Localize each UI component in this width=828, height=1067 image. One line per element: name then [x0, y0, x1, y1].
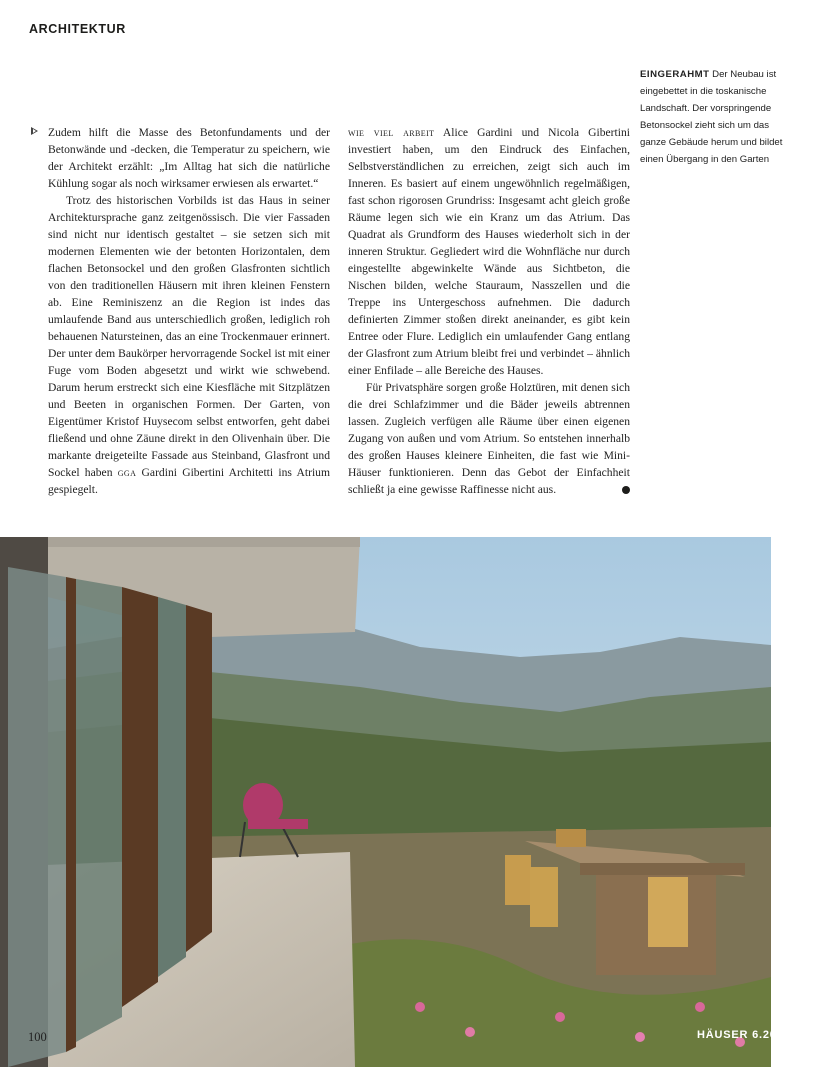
caption-lead: EINGERAHMT	[640, 69, 710, 80]
text-column-middle	[348, 124, 630, 498]
text-column-left	[48, 124, 330, 498]
page-number: 100	[28, 1030, 47, 1044]
paragraph: Trotz des historischen Vorbilds ist das Haus in seiner Architektursprache ganz zeitgenössisch. Die vier Fassaden sind nicht nur identisch gestaltet – sie setzen sich mit modernen Elementen wie der betonten Horizontalen, dem flachen Betonsockel und den großen Glasfronten sichtlich von den traditionellen Häusern mit ihren kleinen Fenstern ab. Eine Reminiszenz an die Region ist indes das umlaufende Band aus unterschiedlich großen, lediglich roh behauenen Natursteinen, das an eine Trockenmauer erinnert. Der unter dem Baukörper hervorragende Sockel ist mit einer Fuge vom Boden abgesetzt und wirkt wie schwebend. Darum herum erstreckt sich eine Kiesfläche mit Sitzplätzen und Beeten in organischen Formen. Der Garten, von Eigentümer Kristof Huysecom selbst entworfen, geht dabei fließend und ohne Zäune direkt in den Olivenhain über. Die markante dreigeteilte Fassade aus Steinband, Glasfront und Sockel haben gga Gardini Gibertini Architetti ins Atrium gespiegelt.	[48, 194, 330, 496]
paragraph: Für Privatsphäre sorgen große Holztüren, mit denen sich die drei Schlafzimmer und die Bäder jeweils abtrennen lassen. Zugleich verfügen alle Räume über einen eigenen Zugang von außen und vom Atrium. So entstehen innerhalb des großen Hauses kleinere Einheiten, die fast wie Mini-Häuser funktionieren. Denn das Gebot der Einfachheit schließt ja eine gewisse Raffinesse nicht aus.	[348, 381, 630, 496]
caption-text: Der Neubau ist eingebettet in die toskanische Landschaft. Der vorspringende Betonsockel zieht sich um das ganze Gebäude herum und bildet einen Übergang in den Garten	[640, 69, 783, 165]
photo-illustration	[0, 537, 771, 1067]
abbreviation: gga	[117, 466, 137, 479]
end-of-article-icon	[622, 486, 630, 494]
paragraph: wie viel arbeit Alice Gardini und Nicola Gibertini investiert haben, um den Eindruck des Einfachen, Selbstverständlichen zu erreichen, zeigt sich auch im Inneren. Es basiert auf einem ungewöhnlich regelmäßigen, fast schon rigorosen Grundriss: Insgesamt acht gleich große Räume legen sich wie ein Kranz um das Atrium. Das Quadrat als Grundform des Hauses wiederholt sich in der inneren Struktur. Gegliedert wird die Wohnfläche nur durch eingestellte abgewinkelte Wände aus Sichtbeton, die Nischen bilden, welche Stauraum, Nasszellen und die Treppe ins Untergeschoss aufnehmen. Die dadurch definierten Zimmer stoßen direkt aneinander, es gibt kein Entree oder Flure. Lediglich ein umlaufender Gang entlang der Glasfront zum Atrium bleibt frei und verbindet – ähnlich einer Enfilade – alle Bereiche des Hauses.	[348, 126, 630, 377]
magazine-issue: HÄUSER 6.2020	[697, 1029, 791, 1041]
house-terrace-photo	[0, 537, 771, 1067]
run-in-lead: wie viel arbeit	[348, 126, 435, 139]
section-label: ARCHITEKTUR	[29, 22, 126, 36]
paragraph: Zudem hilft die Masse des Betonfundaments und der Betonwände und -decken, die Temperatur zu speichern, wie der Architekt erzählt: „Im Alltag hat sich die natürliche Kühlung sogar als noch wirksamer erwiesen als erwartet.“	[48, 126, 330, 190]
photo-caption	[640, 66, 790, 168]
